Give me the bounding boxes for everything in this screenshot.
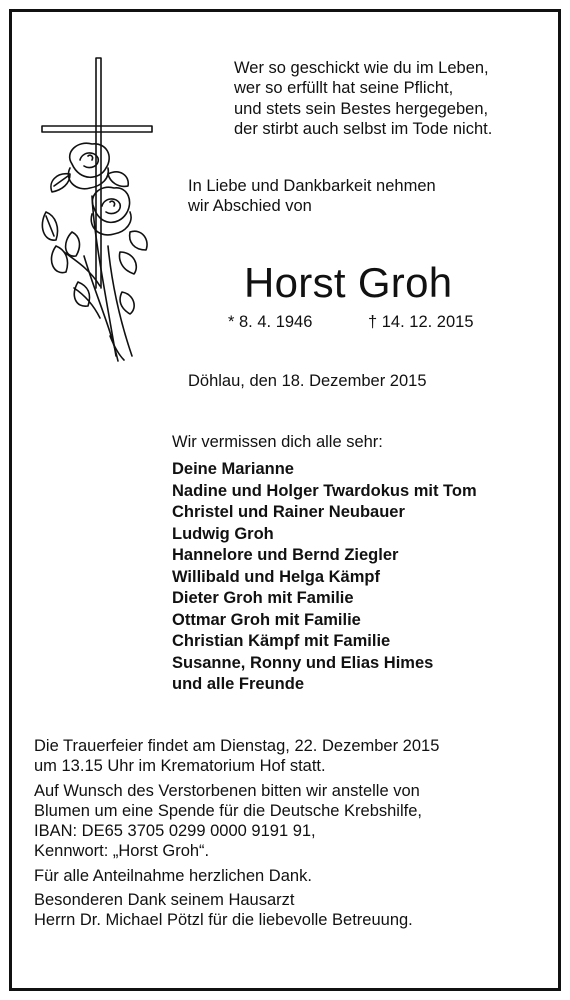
farewell-intro — [188, 176, 436, 217]
mourner-entry: Willibald und Helga Kämpf — [172, 567, 380, 586]
mourner-entry: Deine Marianne — [172, 460, 294, 478]
notice-details — [34, 736, 544, 935]
verse-line: und stets sein Bestes hergegeben, — [234, 99, 489, 118]
verse-line: der stirbt auch selbst im Tode nicht. — [234, 119, 493, 138]
mourner-entry: Susanne, Ronny und Elias Himes — [172, 653, 434, 672]
mourner-entry: Dieter Groh mit Familie — [172, 589, 354, 607]
memorial-verse — [234, 58, 554, 139]
donation-info — [34, 781, 544, 862]
thanks-info — [34, 866, 544, 886]
place-and-date: Döhlau, den 18. Dezember 2015 — [188, 372, 427, 390]
mourner-entry: Ottmar Groh mit Familie — [172, 610, 361, 629]
birth-date: * 8. 4. 1946 — [228, 313, 313, 331]
mourner-entry: Christian Kämpf mit Familie — [172, 632, 391, 650]
mourner-entry: Ludwig Groh — [172, 524, 274, 543]
donation-iban: IBAN: DE65 3705 0299 0000 9191 91, — [34, 822, 316, 841]
donation-line: Auf Wunsch des Verstorbenen bitten wir anstelle von — [34, 781, 420, 800]
donation-line: Blumen um eine Spende für die Deutsche Krebshilfe, — [34, 801, 422, 820]
donation-keyword: Kennwort: „Horst Groh“. — [34, 842, 210, 861]
mourner-entry: Hannelore und Bernd Ziegler — [172, 546, 399, 564]
mourner-entry: und alle Freunde — [172, 675, 305, 693]
death-date: † 14. 12. 2015 — [368, 313, 474, 331]
funeral-line: Die Trauerfeier findet am Dienstag, 22. Dezember 2015 — [34, 737, 440, 755]
special-thanks-line: Herrn Dr. Michael Pötzl für die liebevolle Betreuung. — [34, 911, 413, 930]
mourners-list — [172, 459, 477, 696]
cross-with-roses-icon — [34, 56, 154, 366]
mourner-entry: Christel und Rainer Neubauer — [172, 503, 405, 521]
funeral-line: um 13.15 Uhr im Krematorium Hof statt. — [34, 757, 326, 776]
thanks-line: Für alle Anteilnahme herzlichen Dank. — [34, 866, 312, 885]
intro-line: In Liebe und Dankbarkeit nehmen — [188, 177, 436, 195]
intro-line: wir Abschied von — [188, 197, 312, 216]
special-thanks-line: Besonderen Dank seinem Hausarzt — [34, 891, 295, 910]
deceased-name: Horst Groh — [244, 259, 453, 306]
verse-line: wer so erfüllt hat seine Pflicht, — [234, 79, 454, 98]
mourners-heading: Wir vermissen dich alle sehr: — [172, 433, 383, 451]
special-thanks-info — [34, 890, 544, 931]
mourner-entry: Nadine und Holger Twardokus mit Tom — [172, 481, 477, 500]
verse-line: Wer so geschickt wie du im Leben, — [234, 59, 489, 77]
funeral-info — [34, 736, 544, 777]
